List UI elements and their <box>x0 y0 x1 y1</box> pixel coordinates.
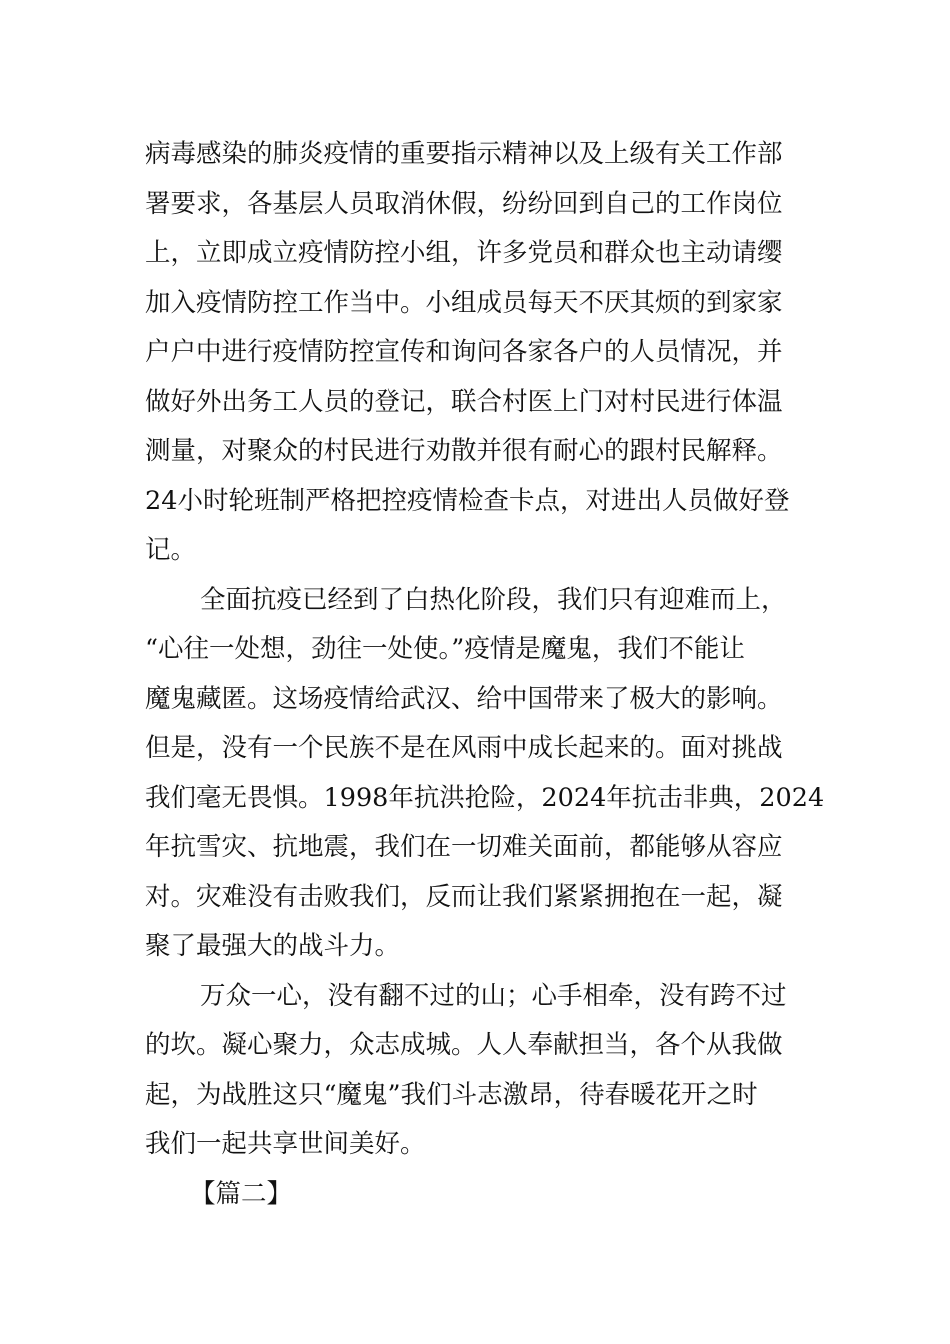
paragraph-line: 测量，对聚众的村民进行劝散并很有耐心的跟村民解释。 <box>145 436 783 466</box>
paragraph-2 <box>145 576 825 972</box>
paragraph-line: “心往一处想，劲往一处使。”疫情是魔鬼，我们不能让 <box>145 634 745 664</box>
paragraph-line: 年抗雪灾、抗地震，我们在一切难关面前，都能够从容应 <box>145 832 783 862</box>
paragraph-line: 的坎。凝心聚力，众志成城。人人奉献担当，各个从我做 <box>145 1030 783 1060</box>
paragraph-line: 署要求，各基层人员取消休假，纷纷回到自己的工作岗位 <box>145 188 783 219</box>
paragraph-line: 上，立即成立疫情防控小组，许多党员和群众也主动请缨 <box>145 238 783 268</box>
paragraph-line: 聚了最强大的战斗力。 <box>145 931 401 961</box>
paragraph-1 <box>145 130 825 576</box>
paragraph-line: 起，为战胜这只“魔鬼”我们斗志激昂，待春暖花开之时 <box>145 1079 758 1110</box>
paragraph-line: 24小时轮班制严格把控疫情检查卡点，对进出人员做好登 <box>145 485 790 516</box>
paragraph-line: 万众一心，没有翻不过的山；心手相牵，没有跨不过 <box>200 980 787 1011</box>
paragraph-line: 全面抗疫已经到了白热化阶段，我们只有迎难而上， <box>200 584 787 615</box>
paragraph-line: 我们毫无畏惧。1998年抗洪抢险，2024年抗击非典，2024 <box>145 782 825 813</box>
paragraph-line: 户户中进行疫情防控宣传和询问各家各户的人员情况，并 <box>145 337 783 367</box>
paragraph-line: 对。灾难没有击败我们，反而让我们紧紧拥抱在一起，凝 <box>145 881 783 912</box>
paragraph-line: 病毒感染的肺炎疫情的重要指示精神以及上级有关工作部 <box>145 139 783 169</box>
paragraph-line: 加入疫情防控工作当中。小组成员每天不厌其烦的到家家 <box>145 287 783 318</box>
section-heading-block <box>145 1170 825 1220</box>
paragraph-line: 做好外出务工人员的登记，联合村医上门对村民进行体温 <box>145 386 783 417</box>
paragraph-3 <box>145 972 825 1170</box>
document-body <box>145 130 825 1219</box>
paragraph-line: 魔鬼藏匿。这场疫情给武汉、给中国带来了极大的影响。 <box>145 683 783 714</box>
paragraph-line: 但是，没有一个民族不是在风雨中成长起来的。面对挑战 <box>145 733 783 763</box>
paragraph-line: 记。 <box>145 535 197 565</box>
paragraph-line: 我们一起共享世间美好。 <box>145 1129 426 1159</box>
section-heading: 【篇二】 <box>190 1178 293 1209</box>
